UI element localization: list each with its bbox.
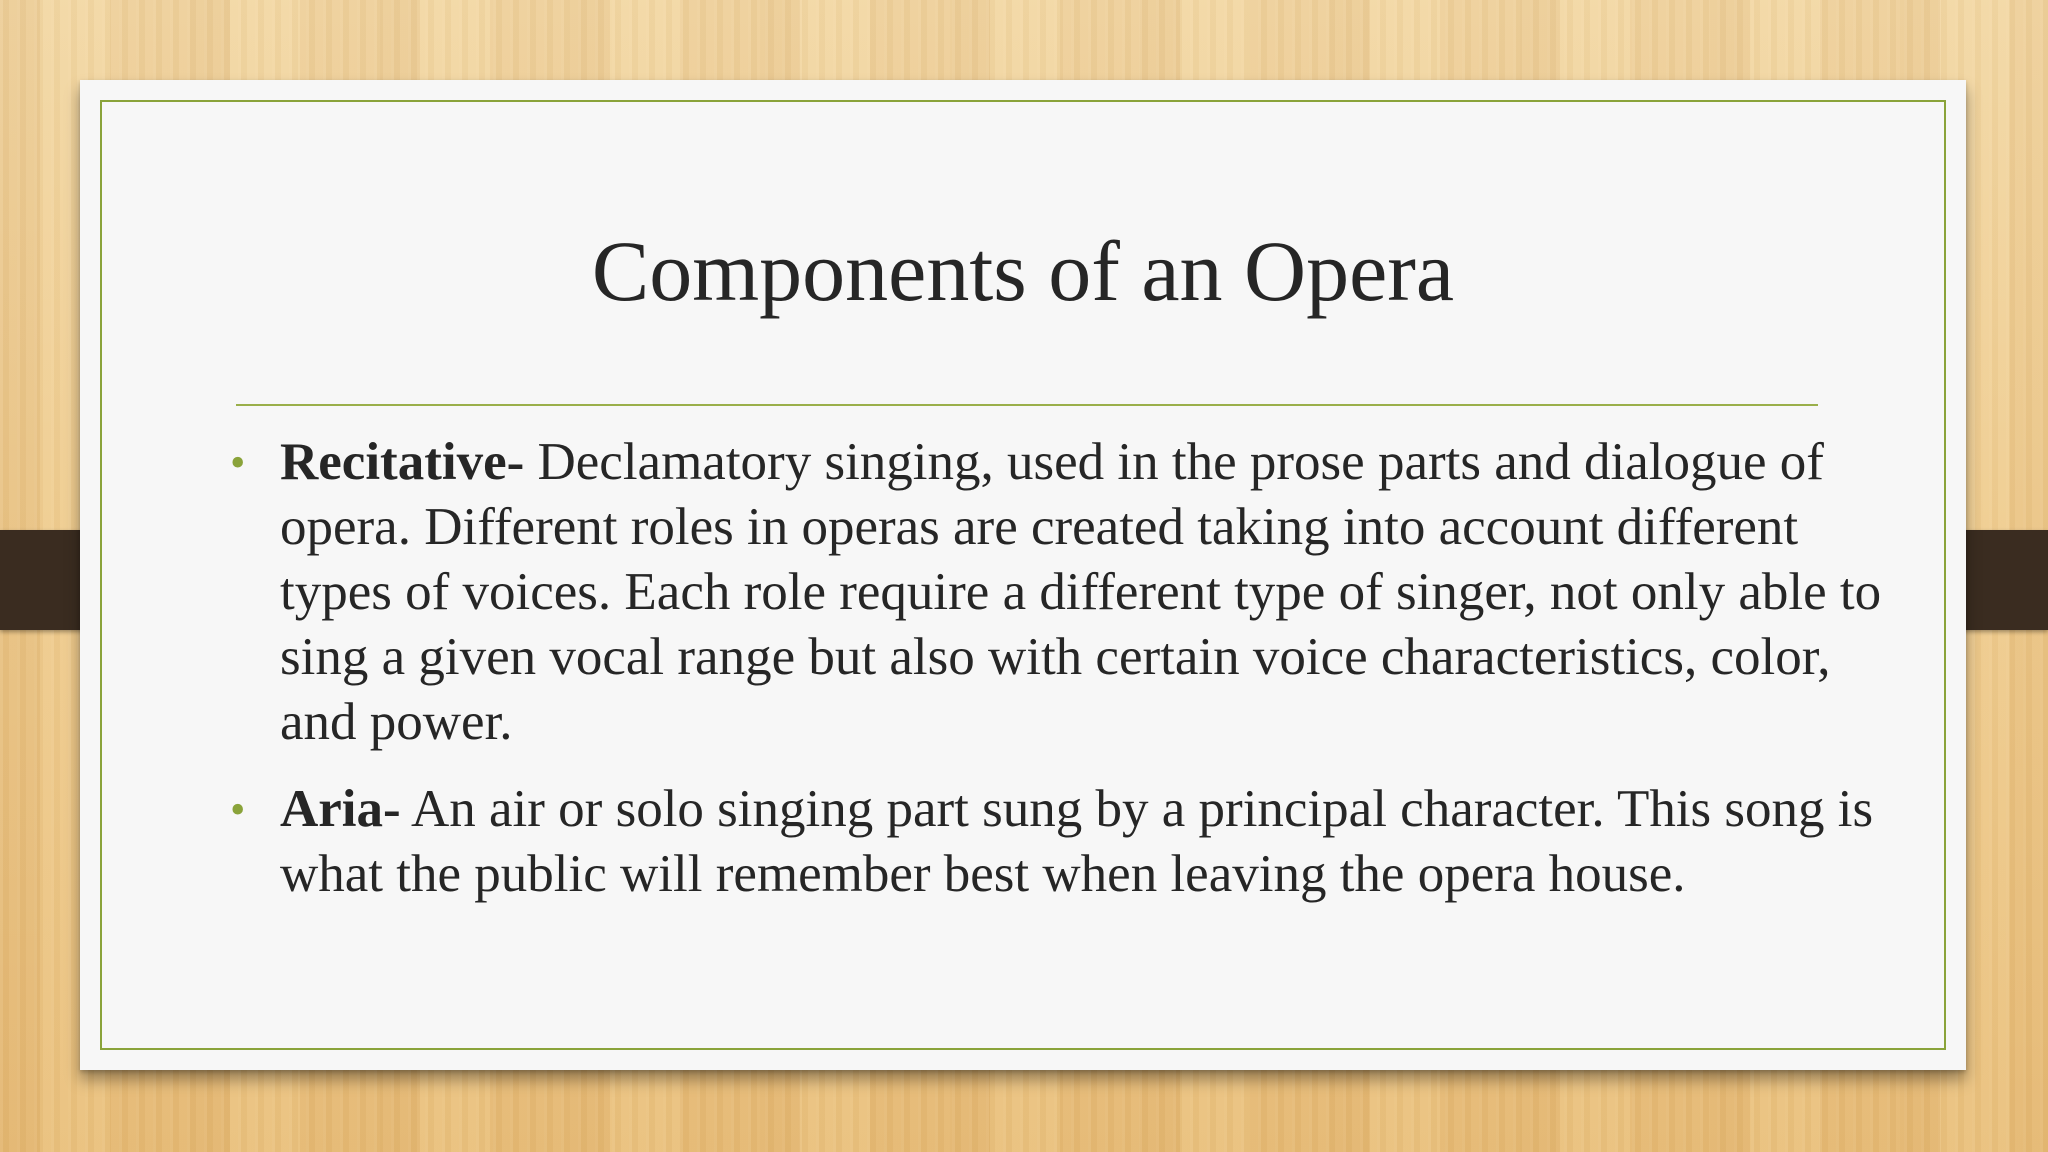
slide-card: [80, 80, 1966, 1070]
bullet-dot-icon: •: [230, 438, 246, 487]
title-divider: [236, 404, 1818, 406]
bullet-list: [230, 430, 1900, 929]
bullet-item-aria: [230, 777, 1900, 907]
bullet-term: Aria-: [280, 780, 401, 838]
bullet-term: Recitative-: [280, 433, 525, 491]
bullet-text: An air or solo singing part sung by a principal character. This song is what the public will remember best when leaving the opera house.: [280, 780, 1874, 903]
bullet-item-recitative: [230, 430, 1900, 755]
bullet-text: Declamatory singing, used in the prose parts and dialogue of opera. Different roles in operas are created taking into account different types of voices. Each role require a different type of singer, not only able to sing a given vocal range but also with certain voice characteristics, color, and power.: [280, 433, 1882, 751]
slide-title: Components of an Opera: [591, 223, 1455, 319]
bullet-dot-icon: •: [230, 785, 246, 834]
